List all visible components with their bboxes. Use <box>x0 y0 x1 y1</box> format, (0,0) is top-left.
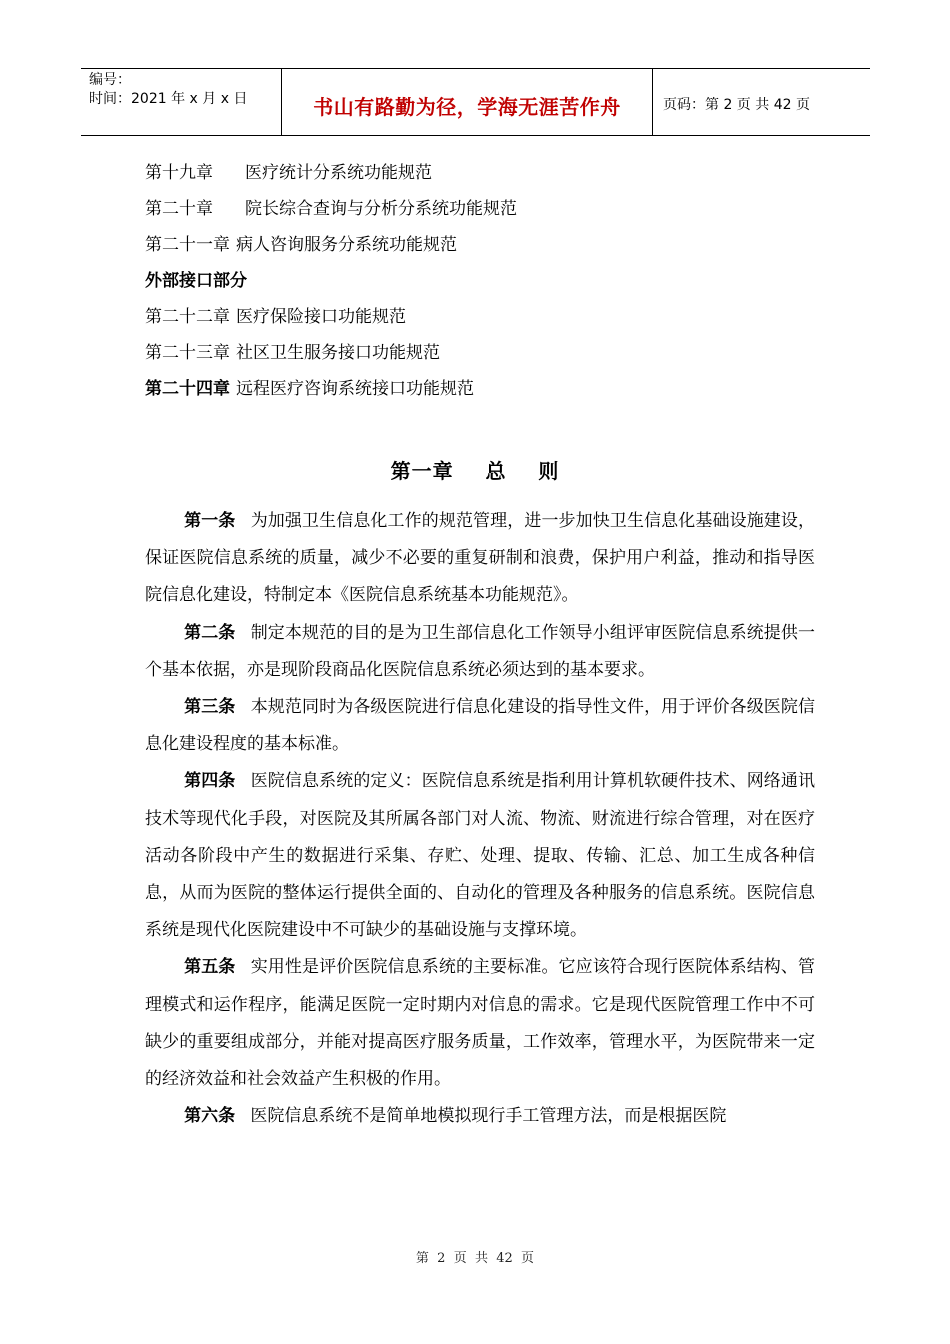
toc-chapter-title: 医疗统计分系统功能规范 <box>245 163 432 183</box>
toc-section-heading: 外部接口部分 <box>145 271 247 291</box>
article-paragraph <box>145 615 815 689</box>
toc-item <box>145 371 845 407</box>
article-paragraph <box>145 763 815 949</box>
toc-chapter-title: 院长综合查询与分析分系统功能规范 <box>245 199 517 219</box>
article-label: 第四条 <box>184 771 236 792</box>
article-label: 第二条 <box>184 622 236 643</box>
article-paragraph <box>145 1098 815 1135</box>
toc-chapter-number: 第二十一章 <box>145 235 230 255</box>
page-header <box>81 68 870 136</box>
chapter-title: 第一章 总 则 <box>390 459 560 483</box>
article-paragraph <box>145 689 815 763</box>
toc-chapter-number: 第二十四章 <box>145 379 230 399</box>
article-text: 制定本规范的目的是为卫生部信息化工作领导小组评审医院信息系统提供一个基本依据，亦是现阶段商品化医院信息系统必须达到的基本要求。 <box>145 622 816 680</box>
article-label: 第三条 <box>184 697 236 718</box>
article-label: 第五条 <box>184 957 236 978</box>
toc-item <box>145 191 845 227</box>
toc-chapter-title: 病人咨询服务分系统功能规范 <box>236 235 457 255</box>
article-text: 实用性是评价医院信息系统的主要标准。它应该符合现行医院体系结构、管理模式和运作程序，能满足医院一定时期内对信息的需求。它是现代医院管理工作中不可缺少的重要组成部分，并能对提高医疗服务质量，工作效率，管理水平，为医院带来一定的经济效益和社会效益产生积极的作用。 <box>145 957 816 1090</box>
table-of-contents <box>145 155 845 407</box>
article-label: 第六条 <box>184 1106 236 1127</box>
toc-chapter-number: 第二十章 <box>145 199 213 219</box>
page-footer: 第 2 页 共 42 页 <box>415 1251 535 1266</box>
toc-chapter-number: 第十九章 <box>145 163 213 183</box>
toc-item <box>145 335 845 371</box>
header-motto: 书山有路勤为径，学海无涯苦作舟 <box>313 95 621 119</box>
header-page-number: 页码：第 2 页 共 42 页 <box>663 97 810 113</box>
toc-item <box>145 227 845 263</box>
article-text: 医院信息系统的定义：医院信息系统是指利用计算机软硬件技术、网络通讯技术等现代化手段，对医院及其所属各部门对人流、物流、财流进行综合管理，对在医疗活动各阶段中产生的数据进行采集、存贮、处理、提取、传输、汇总、加工生成各种信息，从而为医院的整体运行提供全面的、自动化的管理及各种服务的信息系统。医院信息系统是现代化医院建设中不可缺少的基础设施与支撑环境。 <box>145 771 816 941</box>
article-text: 医院信息系统不是简单地模拟现行手工管理方法，而是根据医院 <box>250 1106 727 1127</box>
article-text: 为加强卫生信息化工作的规范管理，进一步加快卫生信息化基础设施建设，保证医院信息系统的质量，减少不必要的重复研制和浪费，保护用户利益，推动和指导医院信息化建设，特制定本《医院信息系统基本功能规范》。 <box>145 511 816 606</box>
header-right-cell <box>653 69 870 135</box>
toc-chapter-number: 第二十二章 <box>145 307 230 327</box>
article-text: 本规范同时为各级医院进行信息化建设的指导性文件，用于评价各级医院信息化建设程度的基本标准。 <box>145 697 816 755</box>
article-label: 第一条 <box>184 511 236 531</box>
header-motto-cell <box>281 69 653 135</box>
toc-item <box>145 155 845 191</box>
header-left-cell <box>81 69 281 135</box>
toc-chapter-title: 远程医疗咨询系统接口功能规范 <box>236 379 474 399</box>
toc-chapter-number: 第二十三章 <box>145 343 230 363</box>
document-date-label: 时间：2021 年 x 月 x 日 <box>89 91 248 107</box>
document-code-label: 编号： <box>89 72 131 88</box>
toc-item <box>145 299 845 335</box>
chapter-body <box>145 503 815 1135</box>
article-paragraph <box>145 503 815 615</box>
toc-chapter-title: 社区卫生服务接口功能规范 <box>236 343 440 363</box>
toc-chapter-title: 医疗保险接口功能规范 <box>236 307 406 327</box>
article-paragraph <box>145 949 815 1098</box>
